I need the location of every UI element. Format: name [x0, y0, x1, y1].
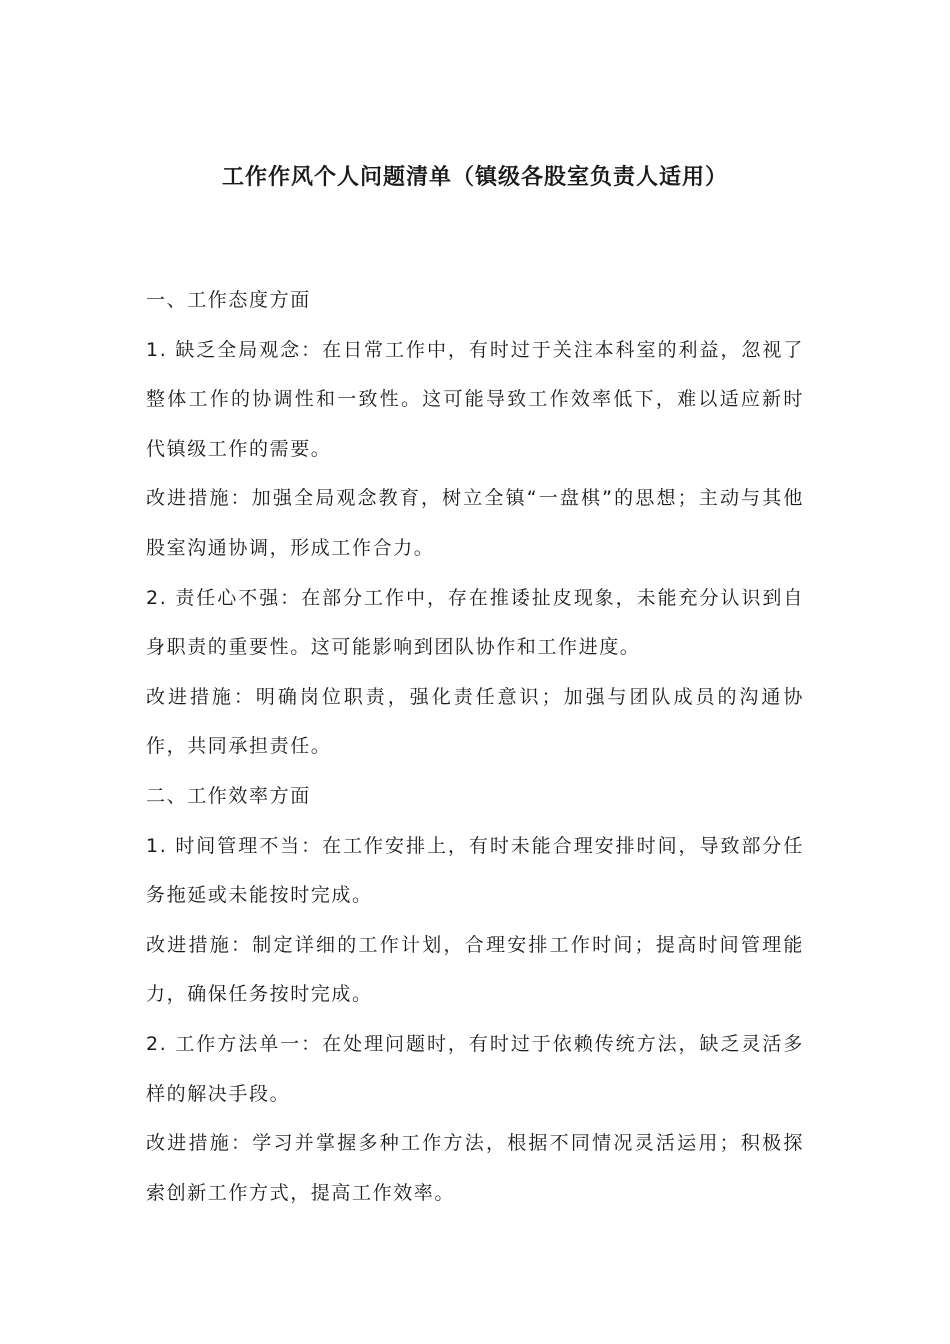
issue-time-management: 1. 时间管理不当：在工作安排上，有时未能合理安排时间，导致部分任务拖延或未能按时完成。 — [146, 834, 804, 907]
section-heading-attitude: 一、工作态度方面 — [146, 289, 311, 311]
issue-weak-responsibility: 2. 责任心不强：在部分工作中，存在推诿扯皮现象，未能充分认识到自身职责的重要性。这可能影响到团队协作和工作进度。 — [146, 586, 804, 659]
improvement-measure: 改进措施：明确岗位职责，强化责任意识；加强与团队成员的沟通协作，共同承担责任。 — [146, 685, 804, 758]
document-body — [146, 276, 804, 1218]
issue-single-work-method: 2. 工作方法单一：在处理问题时，有时过于依赖传统方法，缺乏灵活多样的解决手段。 — [146, 1032, 804, 1105]
issue-lack-of-overall-view: 1. 缺乏全局观念：在日常工作中，有时过于关注本科室的利益，忽视了整体工作的协调性和一致性。这可能导致工作效率低下，难以适应新时代镇级工作的需要。 — [146, 338, 804, 460]
section-heading-efficiency: 二、工作效率方面 — [146, 784, 311, 807]
document-title: 工作作风个人问题清单（镇级各股室负责人适用） — [221, 165, 728, 190]
improvement-measure: 改进措施：制定详细的工作计划，合理安排工作时间；提高时间管理能力，确保任务按时完成。 — [146, 933, 804, 1006]
improvement-measure: 改进措施：加强全局观念教育，树立全镇“一盘棋”的思想；主动与其他股室沟通协调，形成工作合力。 — [146, 487, 804, 559]
improvement-measure: 改进措施：学习并掌握多种工作方法，根据不同情况灵活运用；积极探索创新工作方式，提高工作效率。 — [146, 1132, 804, 1204]
